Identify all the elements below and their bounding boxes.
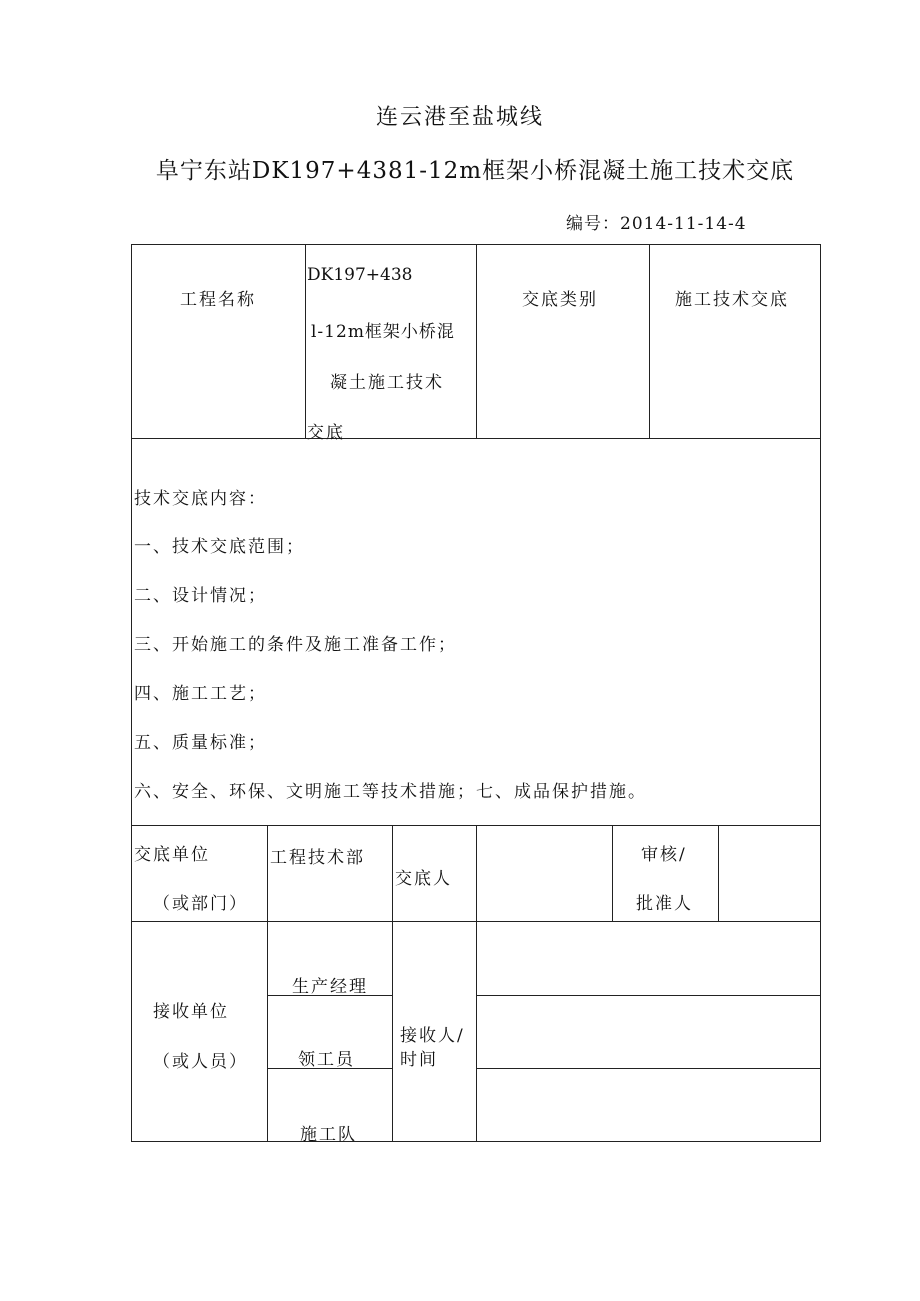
table-divider — [305, 244, 306, 438]
category-label: 交底类别 — [522, 290, 598, 310]
content-item: 二、设计情况； — [134, 586, 267, 606]
receiving-unit-label: 接收单位 — [153, 1002, 229, 1022]
content-item: 一、技术交底范围； — [134, 537, 305, 557]
table-divider — [267, 825, 268, 921]
table-divider — [476, 244, 477, 438]
table-divider — [131, 438, 821, 439]
project-name-line3: 凝土施工技术 — [330, 373, 444, 393]
table-divider — [649, 244, 650, 438]
table-divider — [718, 825, 719, 921]
content-item: 五、质量标准； — [134, 733, 267, 753]
issuing-unit-value: 工程技术部 — [270, 848, 365, 868]
category-value: 施工技术交底 — [675, 290, 789, 310]
project-name-line4: 交底 — [307, 423, 345, 443]
project-name-line1: DK197+438 — [307, 265, 413, 285]
receiver-foreman: 领工员 — [298, 1050, 355, 1070]
project-name-line2: l-12m框架小桥混 — [311, 322, 455, 342]
table-divider — [392, 921, 393, 1141]
document-title-line2: 阜宁东站DK197+4381-12m框架小桥混凝土施工技术交底 — [155, 158, 795, 184]
table-divider — [476, 995, 821, 996]
receiver-construction-team: 施工队 — [300, 1125, 357, 1145]
table-divider — [612, 825, 613, 921]
document-title-line1: 连云港至盐城线 — [375, 105, 544, 130]
reviewer-label: 审核/ — [641, 845, 687, 865]
receiver-time-label-sub: 时间 — [400, 1050, 438, 1070]
table-border-right — [820, 244, 821, 1142]
table-divider — [476, 921, 477, 1141]
content-item: 四、施工工艺； — [134, 684, 267, 704]
table-divider — [267, 921, 268, 1141]
receiver-time-label: 接收人/ — [400, 1026, 465, 1046]
issuing-unit-label-sub: （或部门） — [153, 894, 248, 914]
receiving-unit-label-sub: （或人员） — [153, 1052, 248, 1072]
table-divider — [392, 825, 393, 921]
receiver-production-manager: 生产经理 — [292, 977, 368, 997]
project-name-label: 工程名称 — [180, 290, 256, 310]
issuing-unit-label: 交底单位 — [134, 845, 210, 865]
table-divider — [476, 825, 477, 921]
reviewer-label-sub: 批准人 — [636, 894, 693, 914]
document-number: 编号：2014-11-14-4 — [566, 214, 747, 234]
table-divider — [476, 1068, 821, 1069]
content-item: 三、开始施工的条件及施工准备工作； — [134, 635, 457, 655]
content-heading: 技术交底内容： — [134, 489, 267, 509]
table-border-left — [131, 244, 132, 1142]
content-item: 六、安全、环保、文明施工等技术措施；七、成品保护措施。 — [134, 782, 647, 802]
table-border-bottom — [131, 1141, 821, 1142]
issuer-label: 交底人 — [395, 869, 452, 889]
